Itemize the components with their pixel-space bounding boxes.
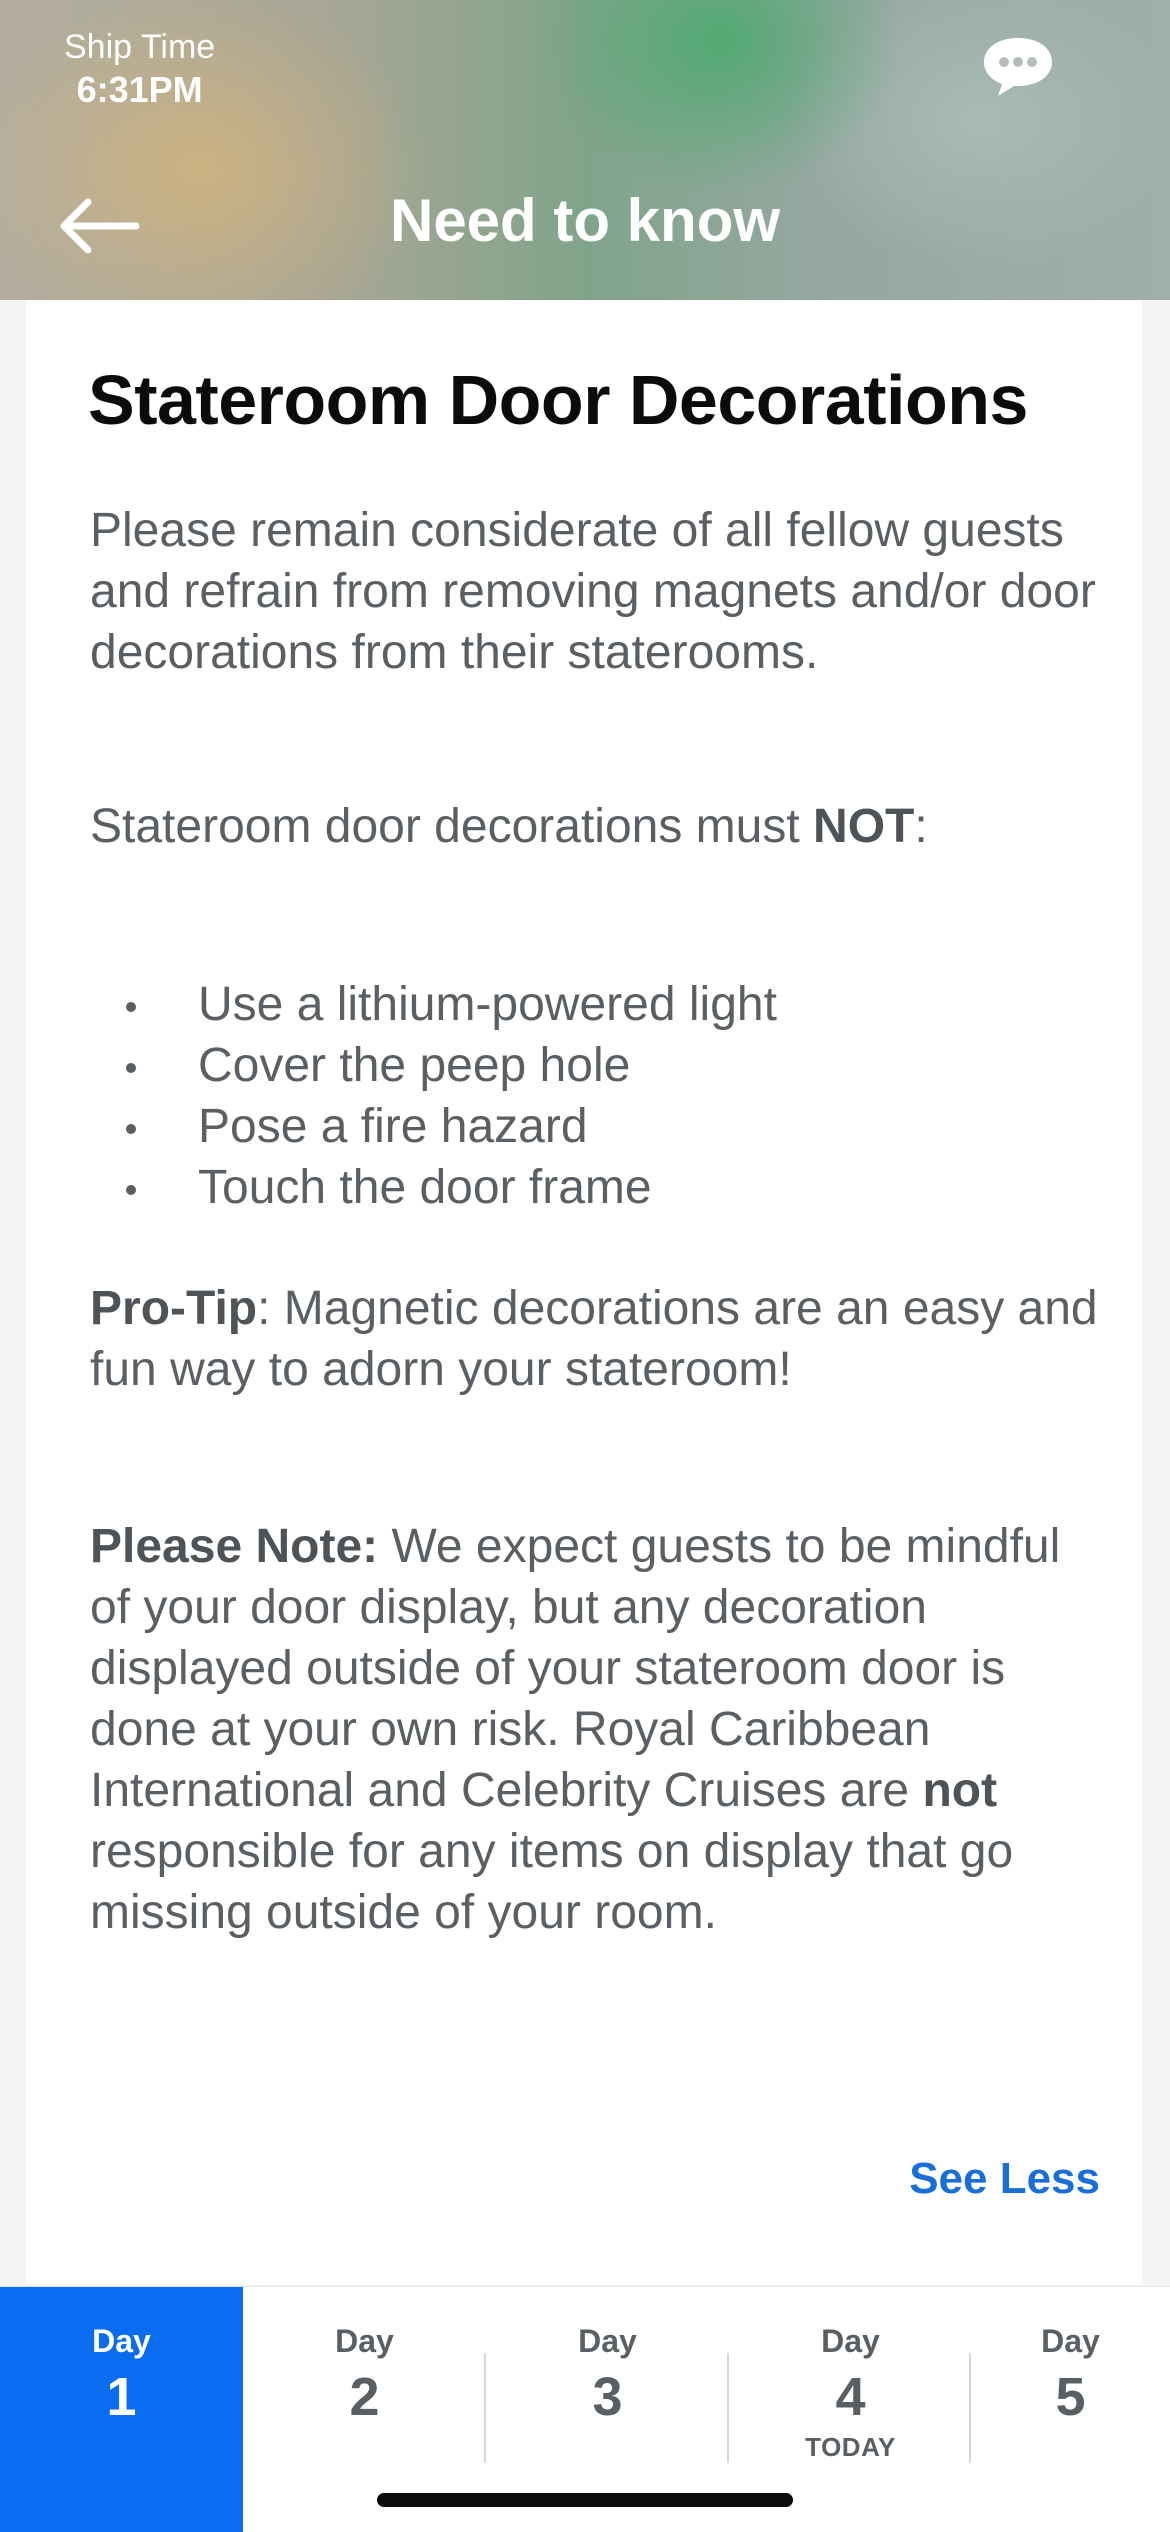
- article-title: Stateroom Door Decorations: [88, 361, 1028, 439]
- bullet-icon: [126, 1185, 136, 1195]
- ship-time: [64, 28, 215, 111]
- page-title: Need to know: [389, 187, 781, 254]
- list-item-text: Use a lithium-powered light: [198, 978, 777, 1031]
- note-label: Please Note:: [90, 1520, 379, 1573]
- list-item-text: Pose a fire hazard: [198, 1100, 588, 1153]
- list-item-text: Cover the peep hole: [198, 1039, 631, 1092]
- list-item: [90, 1096, 1100, 1157]
- list-item: [90, 1035, 1100, 1096]
- chat-bubble-icon[interactable]: [980, 34, 1056, 100]
- note-text-2: responsible for any items on display that go missing outside of your room.: [90, 1825, 1014, 1939]
- intro-paragraph: Please remain considerate of all fellow guests and refrain from removing magnets and/or door decorations from their staterooms.: [90, 504, 1096, 679]
- bullet-icon: [126, 1124, 136, 1134]
- tab-day-label: Day: [578, 2323, 637, 2359]
- tab-day-number: 3: [592, 2367, 623, 2427]
- bullet-icon: [126, 1063, 136, 1073]
- must-not-bold: NOT: [813, 800, 915, 853]
- today-badge: TODAY: [805, 2432, 896, 2462]
- restrictions-list: [90, 974, 1100, 1218]
- tab-day-label: Day: [92, 2323, 151, 2359]
- list-item: [90, 1157, 1100, 1218]
- ship-time-value: 6:31PM: [76, 69, 203, 110]
- tab-day-number: 4: [835, 2367, 866, 2427]
- tab-day-number: 1: [106, 2367, 137, 2427]
- tab-day-label: Day: [821, 2323, 880, 2359]
- day-tab-bar: [0, 2286, 1170, 2532]
- must-not-paragraph: [90, 796, 1100, 857]
- home-indicator: [377, 2493, 793, 2507]
- protip-label: Pro-Tip: [90, 1282, 258, 1335]
- note-text-1: We expect guests to be mindful of your door display, but any decoration displayed outside of your stateroom door is done at your own risk. Royal Caribbean International and Celebrity Cruises are: [90, 1520, 1061, 1817]
- ship-time-label: Ship Time: [64, 28, 216, 66]
- tab-day-label: Day: [335, 2323, 394, 2359]
- list-item: [90, 974, 1100, 1035]
- must-not-suffix: :: [914, 800, 928, 853]
- protip-text: : Magnetic decorations are an easy and fun way to adorn your stateroom!: [90, 1282, 1098, 1396]
- tab-day-number: 2: [349, 2367, 380, 2427]
- see-less-link[interactable]: See Less: [909, 2154, 1100, 2203]
- tab-day-5[interactable]: [971, 2287, 1170, 2532]
- must-not-prefix: Stateroom door decorations must: [90, 800, 814, 853]
- bullet-icon: [126, 1002, 136, 1012]
- list-item-text: Touch the door frame: [198, 1161, 652, 1214]
- note-paragraph: [90, 1516, 1100, 1943]
- tab-day-number: 5: [1055, 2367, 1086, 2427]
- protip-paragraph: [90, 1278, 1100, 1400]
- tab-day-1[interactable]: [0, 2287, 243, 2532]
- header-banner: [0, 0, 1170, 300]
- tab-day-label: Day: [1041, 2323, 1100, 2359]
- article-card: [26, 300, 1142, 2285]
- note-bold: not: [922, 1764, 998, 1817]
